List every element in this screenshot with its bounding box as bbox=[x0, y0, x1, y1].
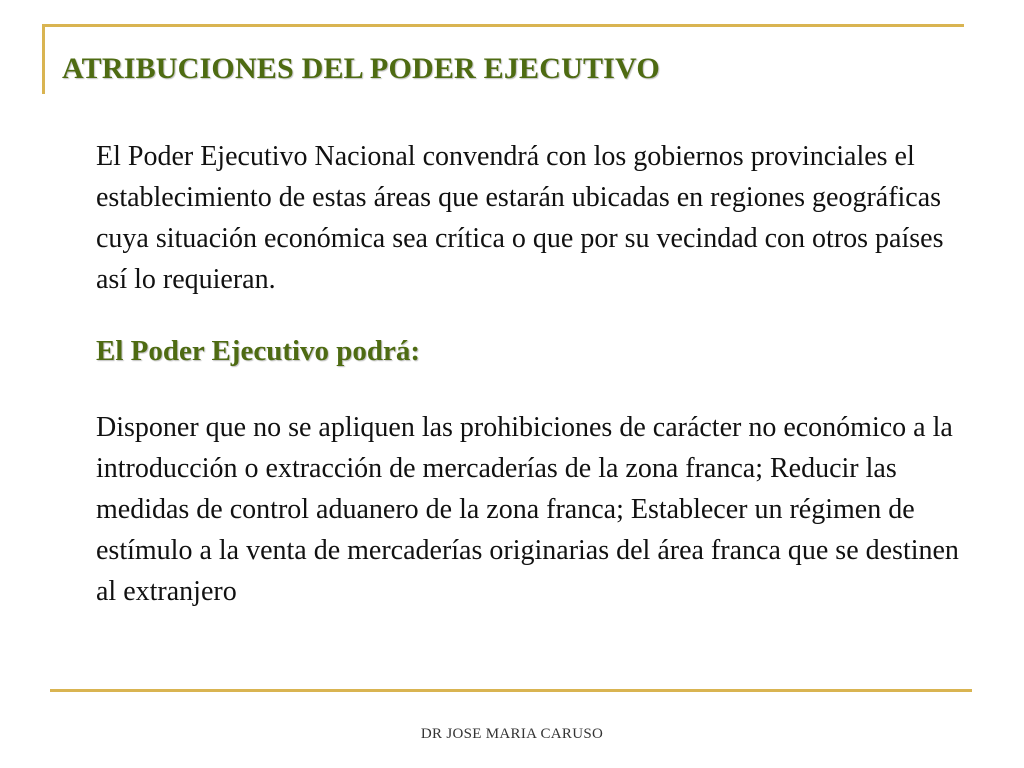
top-vertical-rule bbox=[42, 24, 45, 94]
section-subtitle: El Poder Ejecutivo podrá: bbox=[96, 335, 421, 367]
top-horizontal-rule bbox=[42, 24, 964, 27]
intro-paragraph: El Poder Ejecutivo Nacional convendrá con los gobiernos provinciales el establecimiento de estas áreas que estarán ubicadas en regiones geográficas cuya situación económica sea crítica o que por su vecindad con otros países así lo requieran. bbox=[96, 141, 944, 295]
footer-author: DR JOSE MARIA CARUSO bbox=[420, 726, 604, 742]
slide-title: ATRIBUCIONES DEL PODER EJECUTIVO bbox=[62, 52, 660, 85]
powers-paragraph: Disponer que no se apliquen las prohibiciones de carácter no económico a la introducción o extracción de mercaderías de la zona franca; Reducir las medidas de control aduanero de la zona franca; Establecer un régimen de estímulo a la venta de mercaderías originarias del área franca que se destinen al extranjero bbox=[96, 412, 959, 607]
slide-content bbox=[96, 136, 986, 612]
bottom-horizontal-rule bbox=[50, 689, 972, 692]
